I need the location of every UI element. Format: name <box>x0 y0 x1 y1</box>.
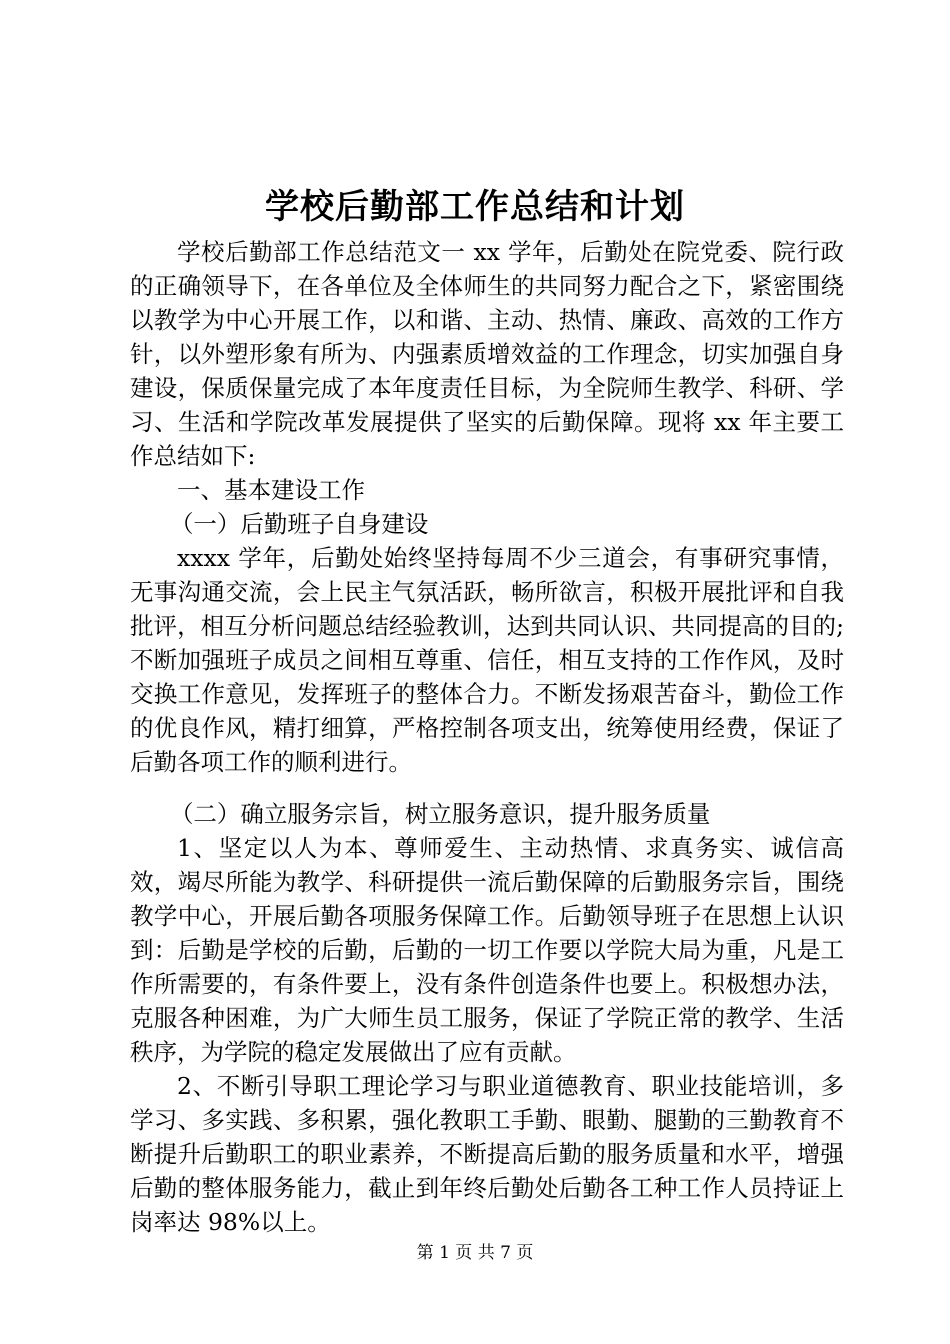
document-body <box>130 235 844 1239</box>
paragraph-service-2: 2、不断引导职工理论学习与职业道德教育、职业技能培训，多学习、多实践、多积累，强化教职工手勤、眼勤、腿勤的三勤教育不断提升后勤职工的职业素养，不断提高后勤的服务质量和水平，增强后勤的整体服务能力，截止到年终后勤处后勤各工种工作人员持证上岗率达 98%以上。 <box>130 1072 844 1236</box>
paragraph-intro: 学校后勤部工作总结范文一 xx 学年，后勤处在院党委、院行政的正确领导下，在各单位及全体师生的共同努力配合之下，紧密围绕以教学为中心开展工作，以和谐、主动、热情、廉政、高效的工作方针，以外塑形象有所为、内强素质增效益的工作理念，切实加强自身建设，保质保量完成了本年度责任目标，为全院师生教学、科研、学习、生活和学院改革发展提供了坚实的后勤保障。现将 xx 年主要工作总结如下: <box>130 238 844 470</box>
paragraph-team-building: xxxx 学年，后勤处始终坚持每周不少三道会，有事研究事情，无事沟通交流，会上民主气氛活跃，畅所欲言，积极开展批评和自我批评，相互分析问题总结经验教训，达到共同认识、共同提高的目的;不断加强班子成员之间相互尊重、信任，相互支持的工作作风，及时交换工作意见，发挥班子的整体合力。不断发扬艰苦奋斗，勤俭工作的优良作风，精打细算，严格控制各项支出，统筹使用经费，保证了后勤各项工作的顺利进行。 <box>130 544 844 776</box>
paragraph-service-1: 1、坚定以人为本、尊师爱生、主动热情、求真务实、诚信高效，竭尽所能为教学、科研提供一流后勤保障的后勤服务宗旨，围绕教学中心，开展后勤各项服务保障工作。后勤领导班子在思想上认识到：后勤是学校的后勤，后勤的一切工作要以学院大局为重，凡是工作所需要的，有条件要上，没有条件创造条件也要上。积极想办法，克服各种困难，为广大师生员工服务，保证了学院正常的教学、生活秩序，为学院的稳定发展做出了应有贡献。 <box>130 834 844 1066</box>
document-title: 学校后勤部工作总结和计划 <box>265 187 685 227</box>
subsection-heading-team-building: （一）后勤班子自身建设 <box>169 510 429 538</box>
subsection-heading-service: （二）确立服务宗旨，树立服务意识，提升服务质量 <box>169 800 711 828</box>
section-heading-basic-construction: 一、基本建设工作 <box>177 476 365 504</box>
page-number-footer: 第 1 页 共 7 页 <box>416 1243 534 1263</box>
